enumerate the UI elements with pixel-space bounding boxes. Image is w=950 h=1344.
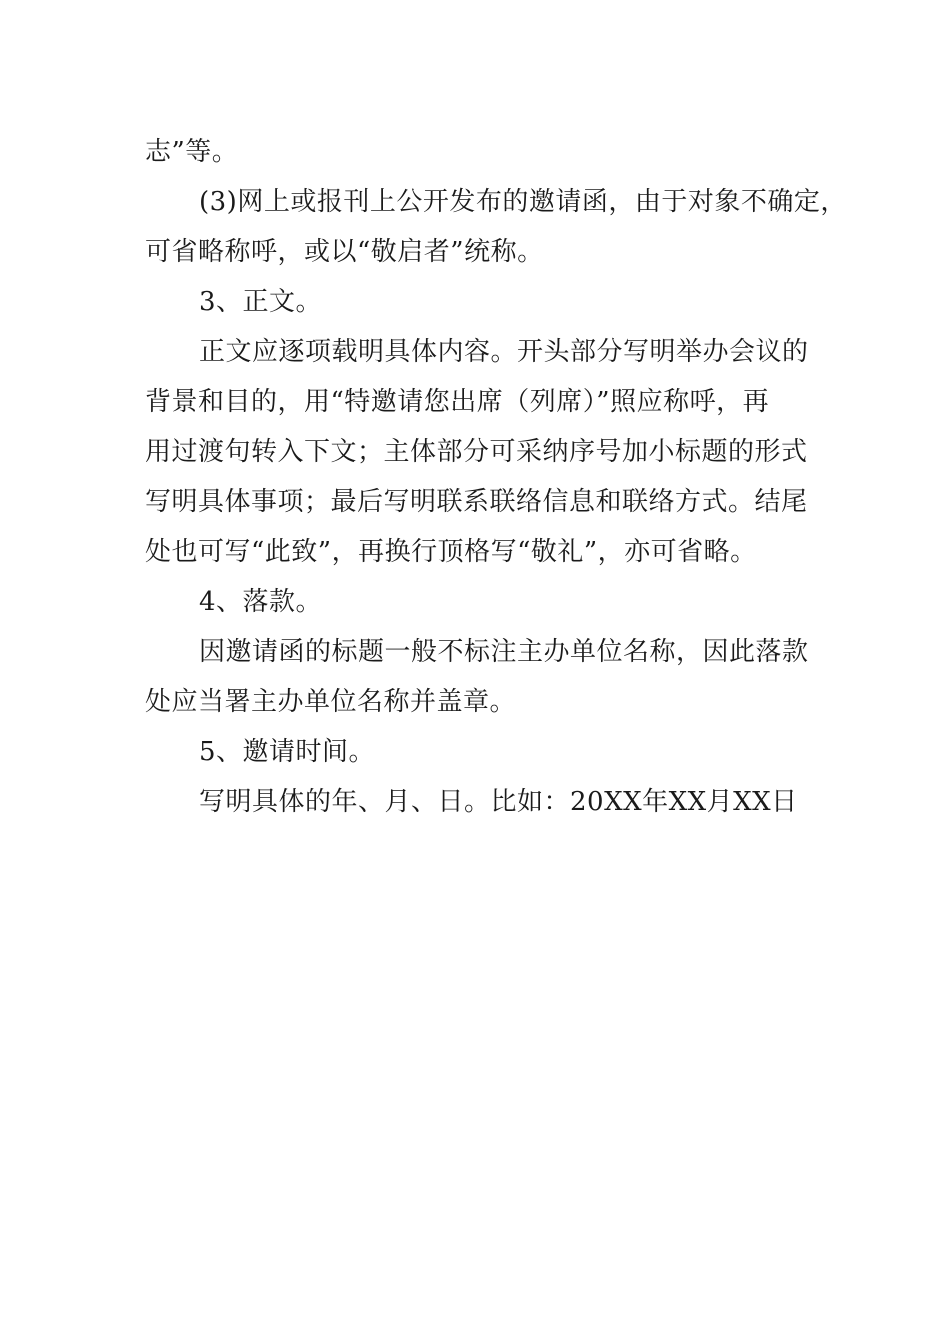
signature-paragraph-line: 处应当署主办单位名称并盖章。 <box>145 687 517 717</box>
signature-paragraph-line: 因邀请函的标题一般不标注主办单位名称，因此落款 <box>199 637 809 667</box>
invitation-time-paragraph: 写明具体的年、月、日。比如：20XX年XX月XX日 <box>199 787 798 817</box>
body-paragraph-line: 处也可写“此致”，再换行顶格写“敬礼”，亦可省略。 <box>145 537 757 567</box>
body-paragraph-line: 用过渡句转入下文；主体部分可采纳序号加小标题的形式 <box>145 437 808 467</box>
section-heading-body: 3、正文。 <box>199 287 323 317</box>
text-line: 可省略称呼，或以“敬启者”统称。 <box>145 237 544 267</box>
body-paragraph-line: 正文应逐项载明具体内容。开头部分写明举办会议的 <box>199 337 809 367</box>
section-heading-invitation-time: 5、邀请时间。 <box>199 737 376 767</box>
list-item-3-paragraph: (3)网上或报刊上公开发布的邀请函，由于对象不确定， <box>199 187 847 217</box>
section-heading-signature: 4、落款。 <box>199 587 323 617</box>
body-paragraph-line: 背景和目的，用“特邀请您出席（列席）”照应称呼，再 <box>145 387 770 417</box>
text-line: 志”等。 <box>145 137 239 167</box>
body-paragraph-line: 写明具体事项；最后写明联系联络信息和联络方式。结尾 <box>145 487 808 517</box>
document-body <box>145 127 847 827</box>
